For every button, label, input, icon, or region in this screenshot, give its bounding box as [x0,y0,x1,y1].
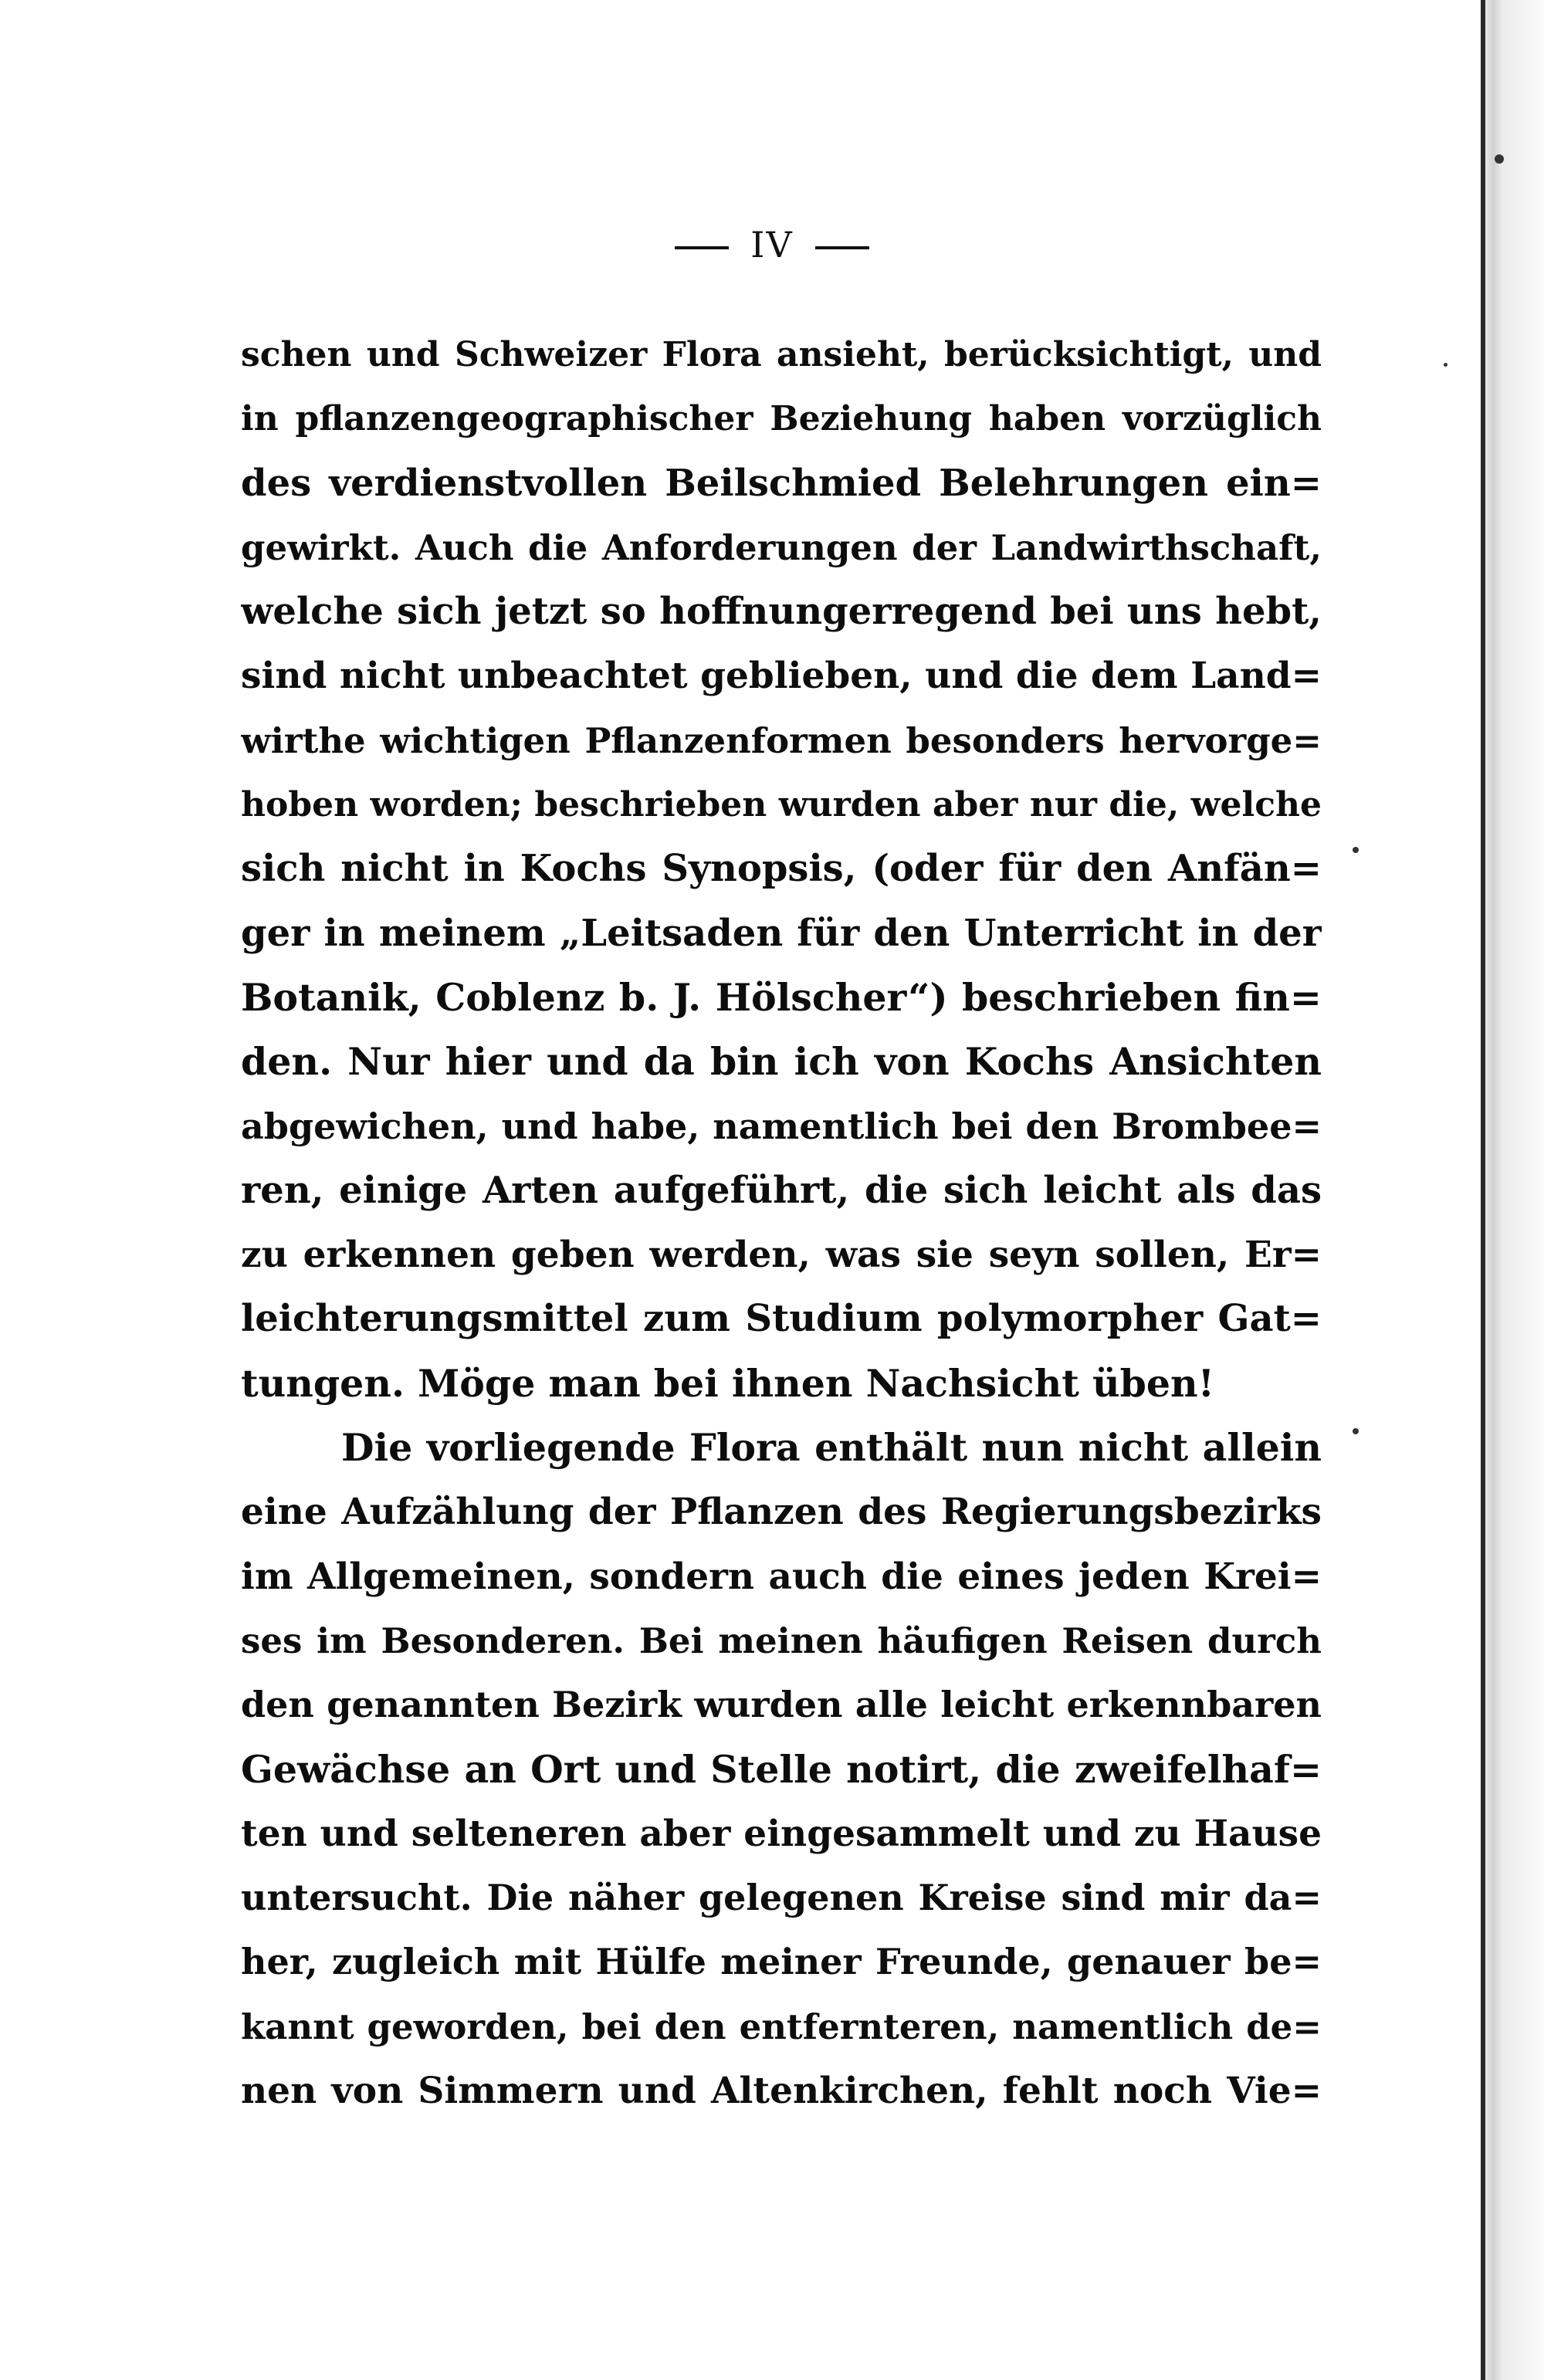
text-line: Gewächse an Ort und Stelle notirt, die zweifelhaf= [241,1746,1322,1792]
text-line: ten und selteneren aber eingesammelt und zu Hause [241,1812,1322,1855]
text-line: welche sich jetzt so hoffnungerregend bei uns hebt, [241,590,1322,634]
text-line: im Allgemeinen, sondern auch die eines jeden Krei= [241,1555,1322,1598]
text-line: nen von Simmern und Altenkirchen, fehlt noch Vie= [241,2070,1322,2113]
text-line: schen und Schweizer Flora ansieht, berücksichtigt, und [241,335,1322,374]
text-line: hoben worden; beschrieben wurden aber nur die, welche [241,785,1322,825]
page-speck [1495,154,1504,164]
text-line: ren, einige Arten aufgeführt, die sich leicht als das [241,1168,1322,1212]
text-line: des verdienstvollen Beilschmied Belehrungen ein= [241,461,1322,505]
page-speck [1353,847,1359,853]
header-dash-left [675,246,729,249]
text-line: zu erkennen geben werden, was sie seyn sollen, Er= [241,1234,1322,1277]
text-line: Botanik, Coblenz b. J. Hölscher“) beschrieben fin= [241,974,1322,1020]
binding-edge [1481,0,1544,2380]
text-line: gewirkt. Auch die Anforderungen der Landwirthschaft, [241,526,1322,568]
text-line: sind nicht unbeachtet geblieben, und die dem Land= [241,655,1322,698]
text-line: den genannten Bezirk wurden alle leicht erkennbaren [241,1684,1322,1726]
page-number: IV [750,224,794,266]
text-line: abgewichen, und habe, namentlich bei den Brombee= [241,1105,1322,1147]
text-line: den. Nur hier und da bin ich von Kochs Ansichten [241,1039,1322,1085]
text-line: eine Aufzählung der Pflanzen des Regierungsbezirks [241,1491,1322,1534]
page-number-header [0,224,1544,266]
text-line: sich nicht in Kochs Synopsis, (oder für den Anfän= [241,847,1322,891]
page-speck [1444,363,1448,367]
text-line: kannt geworden, bei den entfernteren, namentlich de= [241,2006,1322,2047]
header-dash-right [815,246,869,249]
text-line: ses im Besonderen. Bei meinen häufigen Reisen durch [241,1620,1322,1661]
text-line: leichterungsmittel zum Studium polymorpher Gat= [241,1297,1322,1341]
text-line: her, zugleich mit Hülfe meiner Freunde, genauer be= [241,1941,1322,1983]
text-line: in pflanzengeographischer Beziehung haben vorzüglich [241,399,1322,439]
page-speck [1353,1428,1359,1434]
text-line: untersucht. Die näher gelegenen Kreise sind mir da= [241,1877,1322,1919]
body-text [241,323,1322,2123]
text-line: ger in meinem „Leitsaden für den Unterricht in der [241,911,1322,955]
text-line-paragraph-start: Die vorliegende Flora enthält nun nicht allein [341,1425,1322,1471]
text-line: wirthe wichtigen Pflanzenformen besonders hervorge= [241,719,1322,761]
text-line-paragraph-end: tungen. Möge man bei ihnen Nachsicht üben! [241,1360,1215,1406]
